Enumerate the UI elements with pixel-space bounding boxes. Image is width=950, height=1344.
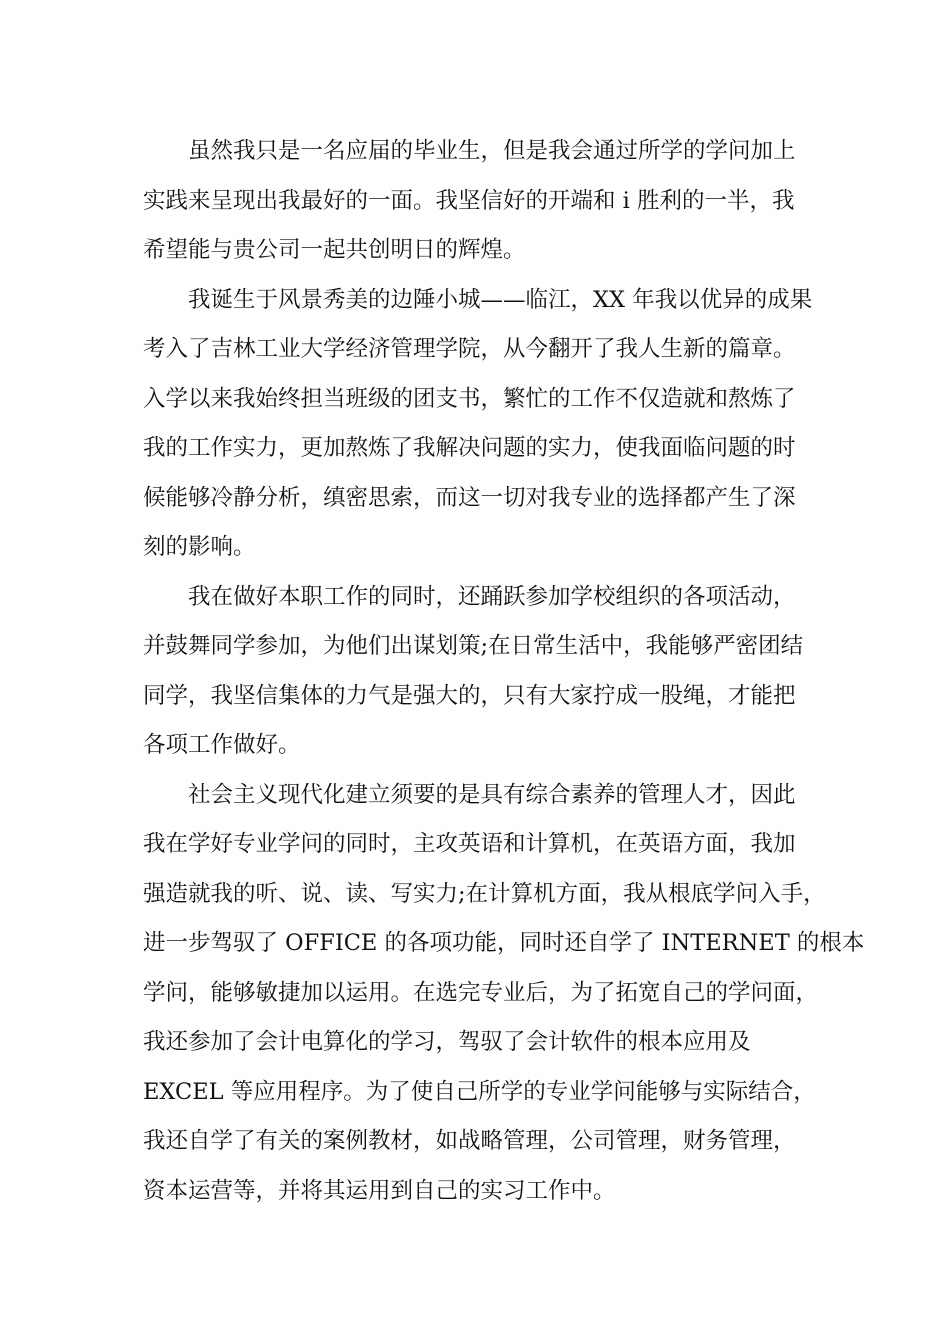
paragraph-line: 我在学好专业学问的同时，主攻英语和计算机，在英语方面，我加 bbox=[143, 831, 796, 857]
paragraph-line: 我诞生于风景秀美的边陲小城——临江，XX 年我以优异的成果 bbox=[188, 286, 813, 313]
paragraph-line: 考入了吉林工业大学经济管理学院，从今翻开了我人生新的篇章。 bbox=[143, 336, 796, 362]
paragraph-line: 我还自学了有关的案例教材，如战略管理，公司管理，财务管理， bbox=[143, 1128, 796, 1154]
document-body bbox=[143, 127, 865, 1216]
paragraph-line: 资本运营等，并将其运用到自己的实习工作中。 bbox=[143, 1177, 616, 1204]
paragraph-3 bbox=[143, 573, 813, 771]
paragraph-line: EXCEL 等应用程序。为了使自己所学的专业学问能够与实际结合， bbox=[143, 1078, 816, 1105]
paragraph-line: 社会主义现代化建立须要的是具有综合素养的管理人才，因此 bbox=[188, 781, 796, 808]
paragraph-2 bbox=[143, 276, 813, 573]
paragraph-line: 入学以来我始终担当班级的团支书，繁忙的工作不仅造就和熬炼了 bbox=[143, 385, 796, 412]
paragraph-line: 虽然我只是一名应届的毕业生，但是我会通过所学的学问加上 bbox=[188, 138, 796, 164]
paragraph-line: 刻的影响。 bbox=[143, 534, 256, 560]
paragraph-4 bbox=[143, 771, 865, 1217]
paragraph-line: 候能够冷静分析，缜密思索，而这一切对我专业的选择都产生了深 bbox=[143, 484, 796, 511]
paragraph-line: 同学，我坚信集体的力气是强大的，只有大家拧成一股绳，才能把 bbox=[143, 682, 796, 709]
paragraph-line: 强造就我的听、说、读、写实力;在计算机方面，我从根底学问入手， bbox=[143, 880, 826, 907]
paragraph-line: 学问，能够敏捷加以运用。在选完专业后，为了拓宽自己的学问面， bbox=[143, 979, 819, 1006]
paragraph-line: 各项工作做好。 bbox=[143, 732, 301, 758]
paragraph-line: 进一步驾驭了 OFFICE 的各项功能，同时还自学了 INTERNET 的根本 bbox=[143, 930, 865, 956]
paragraph-line: 我还参加了会计电算化的学习，驾驭了会计软件的根本应用及 bbox=[143, 1029, 751, 1055]
paragraph-line: 实践来呈现出我最好的一面。我坚信好的开端和 i 胜利的一半，我 bbox=[143, 187, 795, 214]
paragraph-line: 我在做好本职工作的同时，还踊跃参加学校组织的各项活动， bbox=[188, 583, 796, 610]
paragraph-line: 我的工作实力，更加熬炼了我解决问题的实力，使我面临问题的时 bbox=[143, 435, 796, 461]
paragraph-line: 并鼓舞同学参加，为他们出谋划策;在日常生活中，我能够严密团结 bbox=[143, 633, 804, 659]
paragraph-1 bbox=[143, 127, 813, 276]
paragraph-line: 希望能与贵公司一起共创明日的辉煌。 bbox=[143, 237, 526, 263]
